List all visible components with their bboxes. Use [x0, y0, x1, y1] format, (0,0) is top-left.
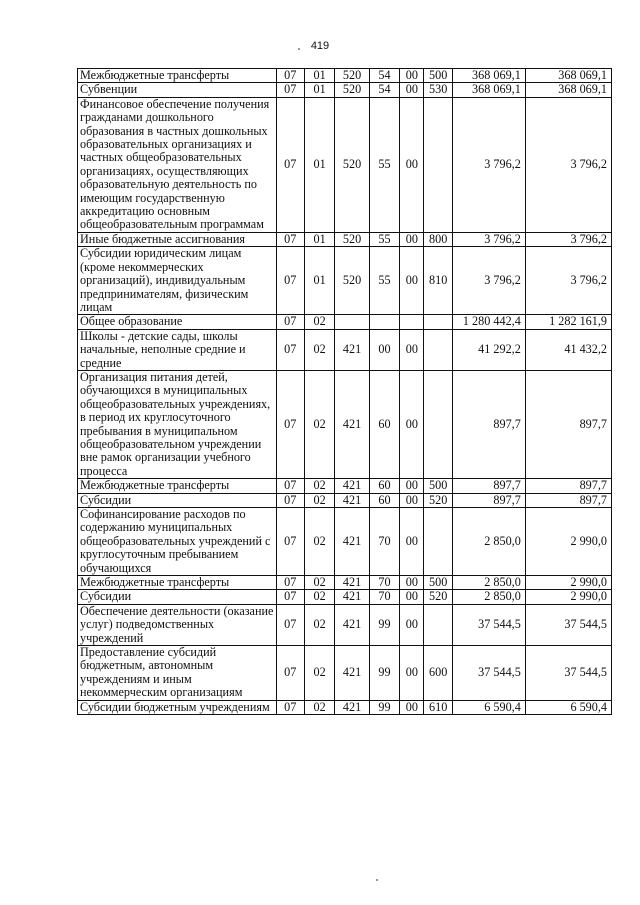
amount-year-2: 368 069,1 — [525, 83, 611, 97]
amount-year-2: 2 990,0 — [525, 590, 611, 604]
amount-year-2: 368 069,1 — [525, 69, 611, 83]
table-row — [78, 329, 612, 370]
section-code: 07 — [276, 329, 304, 370]
section-code: 07 — [276, 83, 304, 97]
amount-year-2: 897,7 — [525, 493, 611, 507]
target-item-code-2: 60 — [369, 493, 399, 507]
target-item-code-3 — [400, 315, 424, 329]
section-code: 07 — [276, 700, 304, 714]
target-item-code-2: 99 — [369, 604, 399, 645]
amount-year-1: 897,7 — [452, 493, 525, 507]
expense-type-code: 520 — [424, 493, 452, 507]
section-code: 07 — [276, 646, 304, 701]
expense-type-code — [424, 329, 452, 370]
amount-year-1: 41 292,2 — [452, 329, 525, 370]
scan-speck — [298, 48, 300, 50]
target-item-code-1: 520 — [335, 97, 369, 232]
table-row — [78, 479, 612, 493]
target-item-code-3: 00 — [400, 646, 424, 701]
target-item-code-1: 520 — [335, 69, 369, 83]
expense-type-code: 800 — [424, 232, 452, 246]
page-number: 419 — [310, 40, 330, 52]
row-name: Субсидии юридическим лицам (кроме некоммерческих организаций), индивидуальным предпринимателям, физическим лицам — [78, 247, 277, 315]
amount-year-1: 368 069,1 — [452, 69, 525, 83]
amount-year-1: 3 796,2 — [452, 247, 525, 315]
section-code: 07 — [276, 247, 304, 315]
row-name: Субсидии — [78, 493, 277, 507]
amount-year-1: 2 850,0 — [452, 590, 525, 604]
row-name: Организация питания детей, обучающихся в муниципальных общеобразовательных учреждениях, в период их круглосуточного пребывания в муниципальном общеобразовательном учреждении вне рамок организации учебного процесса — [78, 370, 277, 478]
target-item-code-1: 421 — [335, 329, 369, 370]
row-name: Субсидии бюджетным учреждениям — [78, 700, 277, 714]
expense-type-code: 610 — [424, 700, 452, 714]
target-item-code-3: 00 — [400, 247, 424, 315]
table-row — [78, 370, 612, 478]
row-name: Общее образование — [78, 315, 277, 329]
target-item-code-3: 00 — [400, 329, 424, 370]
target-item-code-1: 520 — [335, 232, 369, 246]
subsection-code: 01 — [304, 83, 334, 97]
section-code: 07 — [276, 232, 304, 246]
subsection-code: 02 — [304, 590, 334, 604]
table-row — [78, 576, 612, 590]
target-item-code-2: 55 — [369, 97, 399, 232]
expense-type-code: 530 — [424, 83, 452, 97]
section-code: 07 — [276, 493, 304, 507]
target-item-code-1: 421 — [335, 604, 369, 645]
amount-year-2: 3 796,2 — [525, 97, 611, 232]
expense-type-code: 500 — [424, 69, 452, 83]
amount-year-1: 3 796,2 — [452, 232, 525, 246]
amount-year-2: 3 796,2 — [525, 232, 611, 246]
subsection-code: 02 — [304, 576, 334, 590]
section-code: 07 — [276, 508, 304, 576]
amount-year-2: 2 990,0 — [525, 508, 611, 576]
amount-year-1: 897,7 — [452, 479, 525, 493]
target-item-code-1: 520 — [335, 247, 369, 315]
row-name: Межбюджетные трансферты — [78, 479, 277, 493]
target-item-code-1: 421 — [335, 646, 369, 701]
target-item-code-2: 99 — [369, 700, 399, 714]
row-name: Обеспечение деятельности (оказание услуг) подведомственных учреждений — [78, 604, 277, 645]
amount-year-1: 3 796,2 — [452, 97, 525, 232]
row-name: Субвенции — [78, 83, 277, 97]
amount-year-2: 897,7 — [525, 370, 611, 478]
target-item-code-3: 00 — [400, 604, 424, 645]
amount-year-2: 3 796,2 — [525, 247, 611, 315]
target-item-code-1: 421 — [335, 370, 369, 478]
target-item-code-2: 55 — [369, 232, 399, 246]
target-item-code-2: 70 — [369, 576, 399, 590]
section-code: 07 — [276, 604, 304, 645]
expense-type-code: 500 — [424, 576, 452, 590]
row-name: Предоставление субсидий бюджетным, автономным учреждениям и иным некоммерческим организациям — [78, 646, 277, 701]
section-code: 07 — [276, 590, 304, 604]
target-item-code-1 — [335, 315, 369, 329]
subsection-code: 02 — [304, 604, 334, 645]
target-item-code-2: 70 — [369, 590, 399, 604]
section-code: 07 — [276, 576, 304, 590]
amount-year-1: 2 850,0 — [452, 576, 525, 590]
table-row — [78, 700, 612, 714]
subsection-code: 02 — [304, 370, 334, 478]
row-name: Межбюджетные трансферты — [78, 69, 277, 83]
subsection-code: 02 — [304, 700, 334, 714]
table-row — [78, 493, 612, 507]
target-item-code-2: 70 — [369, 508, 399, 576]
table-row — [78, 247, 612, 315]
subsection-code: 01 — [304, 97, 334, 232]
expense-type-code: 500 — [424, 479, 452, 493]
row-name: Школы - детские сады, школы начальные, неполные средние и средние — [78, 329, 277, 370]
expense-type-code: 810 — [424, 247, 452, 315]
scan-speck — [376, 879, 378, 881]
expense-type-code: 520 — [424, 590, 452, 604]
section-code: 07 — [276, 370, 304, 478]
target-item-code-1: 421 — [335, 508, 369, 576]
target-item-code-2: 54 — [369, 83, 399, 97]
amount-year-2: 37 544,5 — [525, 646, 611, 701]
amount-year-2: 897,7 — [525, 479, 611, 493]
target-item-code-1: 421 — [335, 479, 369, 493]
row-name: Субсидии — [78, 590, 277, 604]
section-code: 07 — [276, 315, 304, 329]
expense-type-code — [424, 604, 452, 645]
target-item-code-1: 421 — [335, 576, 369, 590]
budget-table — [77, 68, 612, 715]
table-body — [78, 69, 612, 715]
subsection-code: 02 — [304, 508, 334, 576]
target-item-code-2: 60 — [369, 370, 399, 478]
amount-year-2: 2 990,0 — [525, 576, 611, 590]
target-item-code-3: 00 — [400, 576, 424, 590]
expense-type-code — [424, 97, 452, 232]
target-item-code-1: 421 — [335, 493, 369, 507]
subsection-code: 02 — [304, 479, 334, 493]
amount-year-1: 6 590,4 — [452, 700, 525, 714]
target-item-code-3: 00 — [400, 232, 424, 246]
target-item-code-1: 520 — [335, 83, 369, 97]
amount-year-1: 897,7 — [452, 370, 525, 478]
subsection-code: 02 — [304, 329, 334, 370]
target-item-code-3: 00 — [400, 590, 424, 604]
target-item-code-3: 00 — [400, 479, 424, 493]
target-item-code-3: 00 — [400, 83, 424, 97]
row-name: Софинансирование расходов по содержанию муниципальных общеобразовательных учреждений с круглосуточным пребыванием обучающихся — [78, 508, 277, 576]
row-name: Межбюджетные трансферты — [78, 576, 277, 590]
expense-type-code — [424, 315, 452, 329]
target-item-code-3: 00 — [400, 508, 424, 576]
amount-year-1: 368 069,1 — [452, 83, 525, 97]
table-row — [78, 508, 612, 576]
target-item-code-3: 00 — [400, 69, 424, 83]
amount-year-1: 37 544,5 — [452, 604, 525, 645]
table-row — [78, 590, 612, 604]
target-item-code-3: 00 — [400, 97, 424, 232]
target-item-code-2: 60 — [369, 479, 399, 493]
expense-type-code — [424, 508, 452, 576]
table-row — [78, 604, 612, 645]
table-row — [78, 315, 612, 329]
expense-type-code — [424, 370, 452, 478]
table-row — [78, 69, 612, 83]
amount-year-2: 6 590,4 — [525, 700, 611, 714]
amount-year-2: 41 432,2 — [525, 329, 611, 370]
target-item-code-2: 00 — [369, 329, 399, 370]
table-row — [78, 646, 612, 701]
table-row — [78, 97, 612, 232]
amount-year-1: 1 280 442,4 — [452, 315, 525, 329]
amount-year-2: 37 544,5 — [525, 604, 611, 645]
expense-type-code: 600 — [424, 646, 452, 701]
subsection-code: 01 — [304, 69, 334, 83]
target-item-code-2 — [369, 315, 399, 329]
section-code: 07 — [276, 97, 304, 232]
target-item-code-1: 421 — [335, 590, 369, 604]
subsection-code: 01 — [304, 232, 334, 246]
subsection-code: 02 — [304, 493, 334, 507]
amount-year-2: 1 282 161,9 — [525, 315, 611, 329]
amount-year-1: 37 544,5 — [452, 646, 525, 701]
subsection-code: 01 — [304, 247, 334, 315]
target-item-code-3: 00 — [400, 493, 424, 507]
subsection-code: 02 — [304, 646, 334, 701]
subsection-code: 02 — [304, 315, 334, 329]
row-name: Финансовое обеспечение получения гражданами дошкольного образования в частных дошкольных образовательных организациях и частных общеобразовательных организациях, осуществляющих образовательную деятельность по имеющим государственную аккредитацию основным общеобразовательным программам — [78, 97, 277, 232]
section-code: 07 — [276, 479, 304, 493]
table-row — [78, 232, 612, 246]
target-item-code-3: 00 — [400, 370, 424, 478]
table-row — [78, 83, 612, 97]
amount-year-1: 2 850,0 — [452, 508, 525, 576]
target-item-code-2: 55 — [369, 247, 399, 315]
target-item-code-1: 421 — [335, 700, 369, 714]
target-item-code-2: 99 — [369, 646, 399, 701]
target-item-code-2: 54 — [369, 69, 399, 83]
section-code: 07 — [276, 69, 304, 83]
target-item-code-3: 00 — [400, 700, 424, 714]
row-name: Иные бюджетные ассигнования — [78, 232, 277, 246]
